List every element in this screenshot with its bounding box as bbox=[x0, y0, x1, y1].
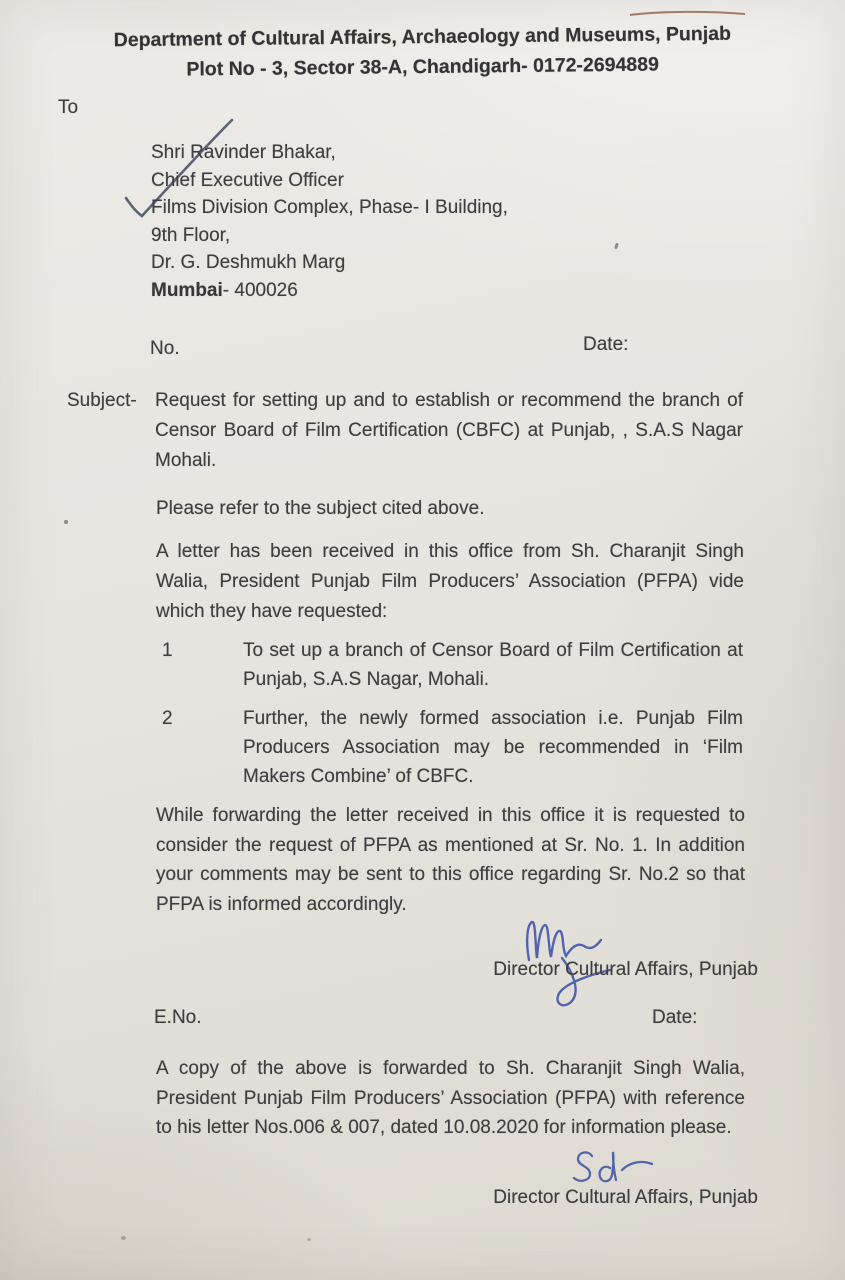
scan-speck bbox=[64, 520, 68, 524]
letterhead-line1: Department of Cultural Affairs, Archaeology and Museums, Punjab bbox=[113, 22, 732, 52]
endorsement-no-label: E.No. bbox=[154, 1007, 202, 1028]
body-para-1: Please refer to the subject cited above. bbox=[156, 498, 485, 519]
ref-no-label: No. bbox=[150, 338, 180, 359]
subject-label: Subject- bbox=[67, 390, 137, 411]
salutation: To bbox=[58, 97, 79, 118]
list-item-2-text: Further, the newly formed association i.e. Punjab Film Producers Association may be recommended in ‘Film Makers Combine’ of CBFC. bbox=[243, 708, 743, 787]
recipient-pincode: - 400026 bbox=[222, 279, 298, 301]
recipient-name: Shri Ravinder Bhakar, bbox=[151, 142, 336, 163]
ref-date-label: Date: bbox=[583, 334, 629, 355]
subject-text: Request for setting up and to establish or recommend the branch of Censor Board of Film Certification (CBFC) at Punjab, , S.A.S Nagar Mohali. bbox=[155, 390, 743, 471]
recipient-city: Mumbai bbox=[151, 279, 223, 301]
recipient-address-line3: Dr. G. Deshmukh Marg bbox=[151, 252, 346, 274]
endorsement-date-label: Date: bbox=[652, 1007, 698, 1028]
list-item-2-number: 2 bbox=[162, 708, 173, 729]
letterhead-line2: Plot No - 3, Sector 38-A, Chandigarh- 0172-2694889 bbox=[186, 53, 660, 81]
letterhead bbox=[0, 18, 845, 87]
list-item-1-number: 1 bbox=[162, 640, 173, 661]
signature-title: Director Cultural Affairs, Punjab bbox=[493, 959, 758, 980]
recipient-city-line bbox=[151, 277, 508, 305]
body-para-3: While forwarding the letter received in this office it is requested to consider the request of PFPA as mentioned at Sr. No. 1. In addition your comments may be sent to this office regarding Sr. No.2 so that PFPA is informed accordingly. bbox=[156, 805, 745, 915]
recipient-address-line1: Films Division Complex, Phase- I Building, bbox=[151, 197, 508, 219]
scan-speck bbox=[121, 1236, 126, 1240]
list-item-1-text: To set up a branch of Censor Board of Film Certification at Punjab, S.A.S Nagar, Mohali. bbox=[243, 640, 743, 690]
scan-speck bbox=[307, 1238, 311, 1241]
scan-speck bbox=[614, 243, 619, 250]
body-para-2: A letter has been received in this office from Sh. Charanjit Singh Walia, President Punjab Film Producers’ Association (PFPA) vide which they have requested: bbox=[156, 541, 744, 622]
endorsement-para: A copy of the above is forwarded to Sh. Charanjit Singh Walia, President Punjab Film Producers’ Association (PFPA) with reference to his letter Nos.006 & 007, dated 10.08.2020 for information please. bbox=[156, 1058, 745, 1138]
endorsement-signatory: Director Cultural Affairs, Punjab bbox=[493, 1187, 758, 1208]
recipient-address bbox=[151, 139, 508, 305]
recipient-address-line2: 9th Floor, bbox=[151, 224, 231, 246]
recipient-designation: Chief Executive Officer bbox=[151, 169, 344, 191]
